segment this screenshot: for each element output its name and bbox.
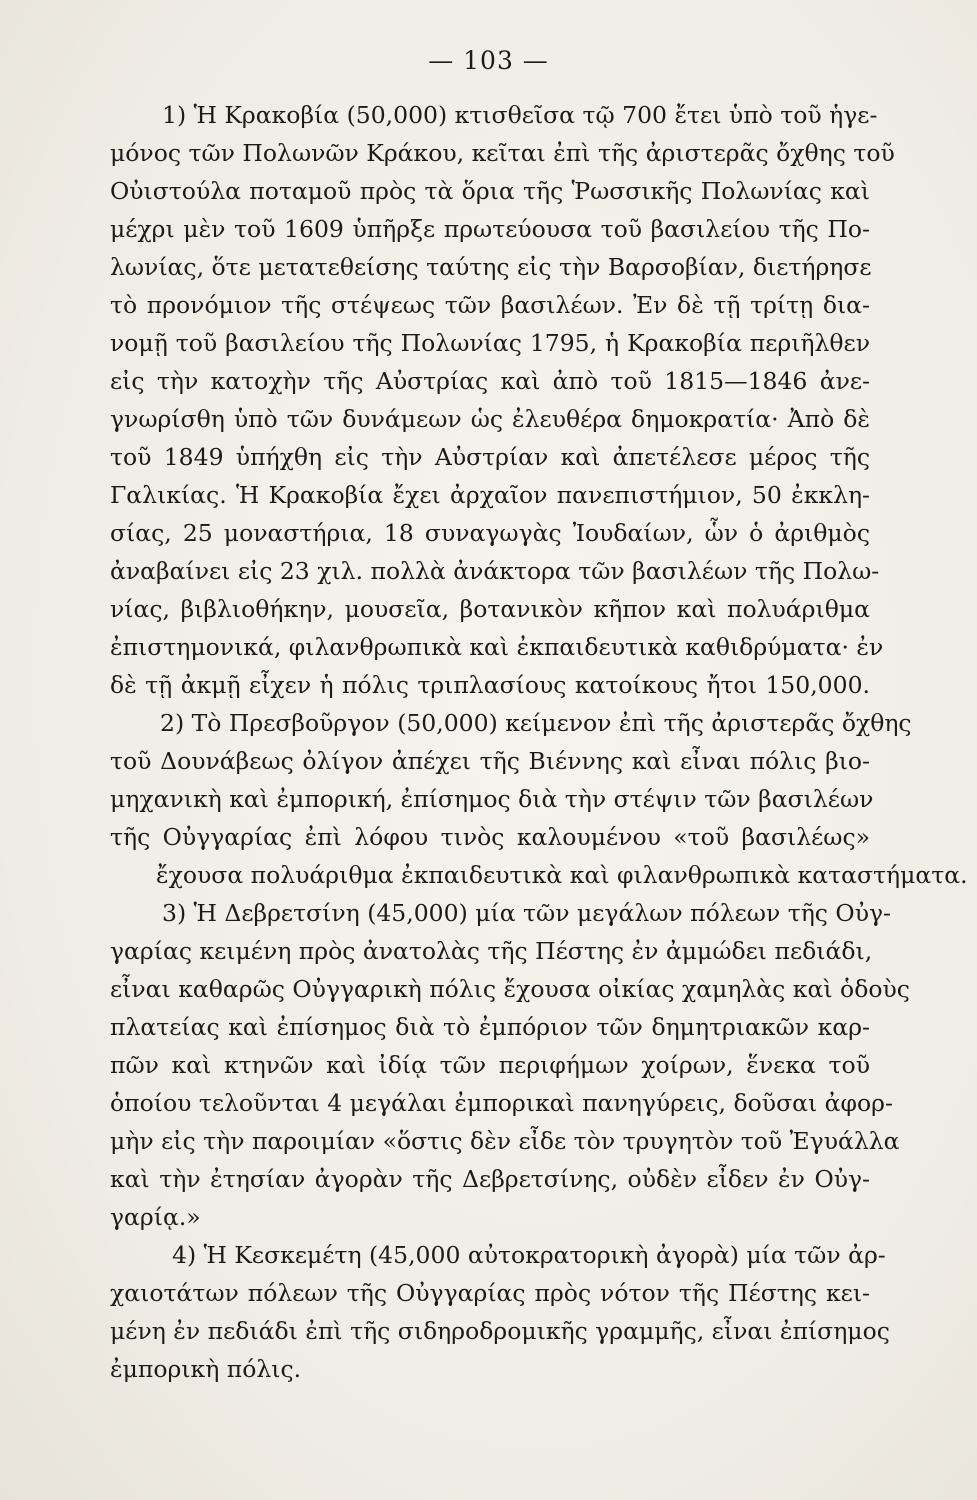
paragraph-3-line: ὁποίου τελοῦνται 4 μεγάλαι ἐμπορικαὶ πανηγύρεις, δοῦσαι ἀφορ- [110, 1089, 893, 1117]
paragraph-3-line: μὴν εἰς τὴν παροιμίαν «ὅστις δὲν εἶδε τὸν τρυγητὸν τοῦ Ἐγυάλλα [110, 1127, 900, 1155]
paragraph-4-line: 4) Ἡ Κεσκεμέτη (45,000 αὐτοκρατορικὴ ἀγορὰ) μία τῶν ἀρ- [172, 1241, 886, 1269]
paragraph-2-line: ἔχουσα πολυάριθμα ἐκπαιδευτικὰ καὶ φιλανθρωπικὰ καταστήματα. [156, 861, 968, 889]
paragraph-1-line: Οὐιστούλα ποταμοῦ πρὸς τὰ ὅρια τῆς Ῥωσσικῆς Πολωνίας καὶ [110, 177, 870, 205]
paragraph-2-line: μηχανικὴ καὶ ἐμπορική, ἐπίσημος διὰ τὴν στέψιν τῶν βασιλέων [110, 785, 874, 813]
paragraph-2-line: τοῦ Δουνάβεως ὀλίγον ἀπέχει τῆς Βιέννης καὶ εἶναι πόλις βιο- [110, 747, 870, 775]
paragraph-1-line: σίας, 25 μοναστήρια, 18 συναγωγὰς Ἰουδαίων, ὧν ὁ ἀριθμὸς [110, 519, 870, 547]
paragraph-1-line: τοῦ 1849 ὑπήχθη εἰς τὴν Αὐστρίαν καὶ ἀπετέλεσε μέρος τῆς [110, 443, 870, 471]
paragraph-3-line: γαρίας κειμένη πρὸς ἀνατολὰς τῆς Πέστης ἐν ἀμμώδει πεδιάδι, [110, 937, 873, 965]
paragraph-1-line: νίας, βιβλιοθήκην, μουσεῖα, βοτανικὸν κῆπον καὶ πολυάριθμα [110, 595, 870, 623]
paragraph-1-line: εἰς τὴν κατοχὴν τῆς Αὐστρίας καὶ ἀπὸ τοῦ 1815—1846 ἀνε- [110, 367, 870, 395]
paragraph-3-line: πλατείας καὶ ἐπίσημος διὰ τὸ ἐμπόριον τῶν δημητριακῶν καρ- [110, 1013, 870, 1041]
paragraph-1-line: ἐπιστημονικά, φιλανθρωπικὰ καὶ ἐκπαιδευτικὰ καθιδρύματα· ἐν [110, 633, 884, 661]
paragraph-1-line: τὸ προνόμιον τῆς στέψεως τῶν βασιλέων. Ἐν δὲ τῇ τρίτῃ δια- [110, 291, 870, 319]
paragraph-1-line: μέχρι μὲν τοῦ 1609 ὑπῆρξε πρωτεύουσα τοῦ βασιλείου τῆς Πο- [110, 215, 870, 243]
paragraph-1-line: δὲ τῇ ἀκμῇ εἶχεν ἡ πόλις τριπλασίους κατοίκους ἤτοι 150,000. [110, 671, 870, 699]
paragraph-3-line: γαρίᾳ.» [110, 1203, 201, 1231]
paragraph-3-line: πῶν καὶ κτηνῶν καὶ ἰδίᾳ τῶν περιφήμων χοίρων, ἕνεκα τοῦ [110, 1051, 870, 1079]
paragraph-4-line: χαιοτάτων πόλεων τῆς Οὐγγαρίας πρὸς νότον τῆς Πέστης κει- [110, 1279, 870, 1307]
paragraph-3-line: 3) Ἡ Δεβρετσίνη (45,000) μία τῶν μεγάλων πόλεων τῆς Οὐγ- [162, 899, 891, 927]
paragraph-1-line: 1) Ἡ Κρακοβία (50,000) κτισθεῖσα τῷ 700 ἔτει ὑπὸ τοῦ ἡγε- [162, 101, 878, 129]
paragraph-1-line: γνωρίσθη ὑπὸ τῶν δυνάμεων ὡς ἐλευθέρα δημοκρατία· Ἀπὸ δὲ [110, 405, 870, 433]
paragraph-3-line: καὶ τὴν ἐτησίαν ἀγορὰν τῆς Δεβρετσίνης, οὐδὲν εἶδεν ἐν Οὐγ- [110, 1165, 870, 1193]
paragraph-1-line: λωνίας, ὅτε μετατεθείσης ταύτης εἰς τὴν Βαρσοβίαν, διετήρησε [110, 253, 872, 281]
paragraph-2-line: τῆς Οὐγγαρίας ἐπὶ λόφου τινὸς καλουμένου «τοῦ βασιλέως» [110, 823, 870, 851]
page-number: — 103 — [428, 46, 549, 75]
paragraph-2-line: 2) Τὸ Πρεσβοῦργον (50,000) κείμενον ἐπὶ τῆς ἀριστερᾶς ὄχθης [160, 709, 912, 737]
paragraph-4-line: ἐμπορικὴ πόλις. [110, 1355, 302, 1383]
paragraph-4-line: μένη ἐν πεδιάδι ἐπὶ τῆς σιδηροδρομικῆς γραμμῆς, εἶναι ἐπίσημος [110, 1317, 890, 1345]
paragraph-1-line: νομῇ τοῦ βασιλείου τῆς Πολωνίας 1795, ἡ Κρακοβία περιῆλθεν [110, 329, 870, 357]
paragraph-1-line: ἀναβαίνει εἰς 23 χιλ. πολλὰ ἀνάκτορα τῶν βασιλέων τῆς Πολω- [110, 557, 880, 585]
paragraph-3-line: εἶναι καθαρῶς Οὐγγαρικὴ πόλις ἔχουσα οἰκίας χαμηλὰς καὶ ὁδοὺς [110, 975, 910, 1003]
paragraph-1-line: μόνος τῶν Πολωνῶν Κράκου, κεῖται ἐπὶ τῆς ἀριστερᾶς ὄχθης τοῦ [110, 139, 895, 167]
paragraph-1-line: Γαλικίας. Ἡ Κρακοβία ἔχει ἀρχαῖον πανεπιστήμιον, 50 ἐκκλη- [110, 481, 870, 509]
